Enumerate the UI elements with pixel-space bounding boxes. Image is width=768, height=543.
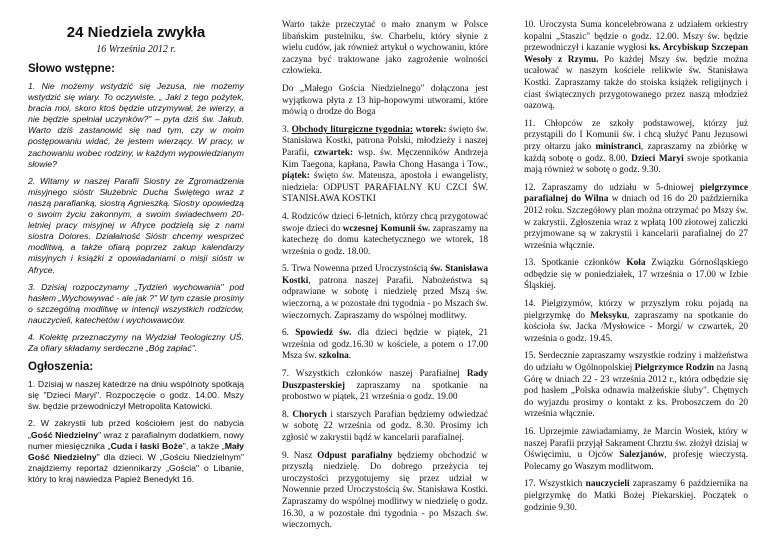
notice-text: ", a także „ [182,440,225,451]
intro-paragraph: 4. Kolektę przeznaczymy na Wydział Teologiczny UŚ. Za ofiary składamy serdeczne „Bóg zapłać". [28,331,244,354]
notice-emphasis: Obchody liturgiczne tygodnia: [291,124,414,135]
notice-text: w dniach od 16 do 20 października 2012 roku. Szczegółowy plan można otrzymać po Mszy św. w zakrystii. Zgłoszenia wraz z wpłatą 100 złotowej zaliczki przyjmowane są w zakrystii i kancelarii parafialnej do 27 września włącznie. [524,194,748,251]
notice-text: 8. [282,409,293,420]
notice-text: Związku Górnośląskiego odbędzie się w poniedziałek, 17 września o 17.00 w Izbie Śląskiej. [524,258,748,292]
notice-text: 9. Nasz [282,450,318,461]
notice-item [282,328,488,363]
notice-text: święto św. Mateusza, apostoła i ewangelisty, niedziela: ODPUST PARAFIALNY KU CZCI ŚW. STANISŁAWA KOSTKI [282,171,488,205]
notice-text: 6. [282,328,296,339]
notice-text: Warto także przeczytać o mało znanym w Polsce libańskim pustelniku, św. Charbelu, który słynie z wielu cudów, jak również artykuł o wychowaniu, które zaczyna być traktowane jako zagrożenie wolności człowieka. [282,20,488,77]
notice-item [524,479,748,514]
notice-emphasis: Chorych [292,409,327,420]
notice-emphasis: piątek: [282,171,310,182]
notice-text: 11. Chłopców ze szkoły podstawowej, którzy już przystąpili do I Komunii św. i chcą służyć Panu Jezusowi przy ołtarzu jako [524,118,748,152]
notice-emphasis: ministranci [595,141,641,152]
notice-text: Do „Małego Gościa Niedzielnego" dołączona jest wyjątkowa płyta z 13 hip-hopowymi utworami, które mówią o drodze do Boga [282,83,488,118]
intro-paragraph: 3. Dzisiaj rozpoczynamy „Tydzień wychowania" pod hasłem „Wychowywać - ale jak ?" W tym czasie prosimy o szczególną modlitwę w intencji wszystkich rodziców, nauczycieli, katechetów i wychowawców. [28,281,244,325]
notice-text: , zapraszamy na zbiórkę w każdą sobotę o godz. 8.00. [524,141,748,164]
notice-emphasis: pielgrzymce parafialnej do Wilna [524,182,748,205]
notice-item [282,212,488,258]
notice-text: 3. [282,124,292,135]
notice-text: , patrona naszej Parafii. Nabożeństwa są odprawiane w sobotę i niedzielę przed Mszą św. wieczorną, a w pozostałe dni tygodnia - po Mszach św. wieczornych. Zapraszamy do wspólnej modlitwy. [282,275,488,321]
notice-text: 13. Spotkanie członków [524,258,627,269]
notice-item [282,20,488,78]
column-2 [282,20,488,538]
notice-text: . [348,351,352,362]
notice-text: swoje spotkania mają również w sobotę o godz. 9.30. [524,153,748,176]
announcements-heading: Ogłoszenia: [28,361,94,374]
notice-item [524,20,748,113]
notice-text: 12. Zapraszamy do udziału w 5-dniowej [524,182,700,193]
intro-section [28,81,244,354]
page-title: 24 Niedziela zwykła [66,24,206,41]
notice-text: święto św. Stanisława Kostki, patrona Polski, młodzieży i naszej Parafii, [282,124,488,158]
intro-paragraph: 2. Witamy w naszej Parafii Siostry ze Zgromadzenia misyjnego sióstr Służebnic Ducha Świętego wraz z naszą parafianką, siostrą Agnieszką. Siostry opowiedzą o swoim życiu zakonnym, a swoim świadectwem 20-letniej pracy misyjnej w Afryce podzielą się z nami siostra Dolores. Działalność Sióstr chcemy wesprzeć modlitwą, a także ofiarą poprzez zakup kalendarzy misyjnych i książki z opowiadaniami o misji sióstr w Afryce. [28,175,244,275]
notice-emphasis: szkolna [318,351,349,362]
notice-emphasis: Gość Niedzielny [30,429,99,440]
notice-text: 5. Trwa Nowenna przed Uroczystością [282,264,431,275]
notice-text: 16. Uprzejmie zawiadamiamy, że Marcin Wosiek, który w naszej Parafii przyjął Sakrament Chrztu św. złożył dzisiaj w Oświęcimiu, u Ojców [524,427,748,461]
notice-text: zapraszamy na spotkanie na probostwo w piątek, 21 września o godz. 19.00 [282,380,488,403]
notice-text: i starszych Parafian będziemy odwiedzać w sobotę 22 września od godz. 8.30. Prosimy ich zgłosić w zakrystii bądź w kancelarii parafialnej. [282,409,489,443]
notice-item [282,84,488,119]
notice-emphasis: wtorek: [413,124,447,135]
notice-text: na Jasną Górę w dniach 22 - 23 września 2012 r., która odbędzie się pod hasłem „Polska odnawia małżeńskie śluby". Chętnych do wyjazdu prosimy o kontakt z ks. Proboszczem do 20 września włącznie. [524,363,748,420]
notice-emphasis: Meksyku [590,310,627,321]
notice-text: 1. Dzisiaj w naszej katedrze na dniu wspólnoty spotkają się "Dzieci Maryi". Rozpoczęcie o godz. 14.00. Mszy św. będzie przewodniczył Metropolita Katowicki. [28,379,244,412]
notice-emphasis: Cuda i łaski Boże [110,440,183,451]
column-3 [524,20,748,520]
notice-item [282,264,488,322]
notice-text: 2. W zakrystii lub przed kościołem jest do nabycia „ [28,418,244,440]
notice-emphasis: wczesnej Komunii św. [342,223,431,234]
notice-text: 17. Wszystkich [524,479,586,490]
notice-item [282,125,488,206]
notice-item [282,451,488,532]
page-date: 16 Września 2012 r. [96,44,176,55]
notice-text: 10. Uroczysta Suma koncelebrowana z udziałem orkiestry kopalni „Staszic" będzie o godz. 12.00. Mszy św. będzie przewodniczył i kazanie wygłosi [524,20,748,54]
notice-emphasis: nauczycieli [585,479,630,490]
notice-text: 7. Wszystkich członków naszej Parafialnej [282,369,467,380]
notice-text: 14. Pielgrzymów, którzy w przyszłym roku pojadą na pielgrzymkę do [524,299,748,321]
notice-item [524,351,748,421]
notice-emphasis: Odpust parafialny [317,450,393,461]
intro-paragraph: 1. Nie możemy wstydzić się Jezusa, nie możemy wstydzić się wiary. To oczywiste. „ Jaki z tego pożytek, bracia moi, skoro ktoś będzie utrzymywał, że wierzy, a nie będzie spełniał uczynków?" – pyta dziś św. Jakub. Warto dziś zastanowić się nad tym, czy w moim postępowaniu widać, że jestem wierzący. W pracy, w zachowaniu wobec rodziny, w każdym wypowiedzianym słowie? [28,81,244,169]
notice-item [282,369,488,404]
notice-text: " dla dzieci. W „Gościu Niedzielnym" znajdziemy reportaż dziennikarzy „Gościa" o Libanie, który to kraj nawiedza Papież Benedykt 16. [28,451,244,484]
notice-emphasis: Rady Duszpasterskiej [282,369,488,391]
notice-emphasis: czwartek: [313,147,354,158]
notice-emphasis: św. Stanisława Kostki [282,264,488,286]
intro-heading: Słowo wstępne: [28,63,115,75]
column-1 [28,20,244,491]
notice-emphasis: Koła [626,258,646,269]
notice-text: 15. Serdecznie zapraszamy wszystkie rodziny i małżeństwa do udziału w Ogólnopolskiej [524,351,748,374]
notice-text: wsp. św. Męczenników Andrzeja Kim Taegona, kapłana, Pawła Chong Hasanga i Tow., [282,147,488,170]
notice-text: zapraszamy 6 października na pielgrzymkę do Matki Bożej Piekarskiej. Początek o godzinie 9.30. [524,479,748,513]
notice-emphasis: Dzieci Maryi [631,153,684,164]
notice-text: " wraz z parafialnym dodatkiem, nowy numer miesięcznika „ [28,429,244,451]
notice-text: , profesję wieczystą. Polecamy go Waszym modlitwom. [524,450,748,472]
notice-emphasis: Mały Gość Niedzielny [28,440,245,462]
notice-text: będziemy obchodzić w przyszłą niedzielę. Do dobrego przeżycia tej uroczystości przygotujemy się przez udział w Nowennie przed Uroczystością św. Stanisława Kostki. Zapraszamy do wspólnej modlitwy w niedzielę o godz. 16.30, a w pozostałe dni tygodnia - po Mszach św. wieczornych. [282,450,488,531]
notice-emphasis: Spowiedź św. [295,328,352,339]
notice-emphasis: Salezjanów [619,450,665,461]
notice-emphasis: Pielgrzymce Rodzin [634,363,715,374]
notice-text: 4. Rodziców dzieci 6-letnich, którzy chcą przygotować swoje dzieci do [282,211,488,234]
notice-item [28,379,244,412]
notice-text: , zapraszamy na spotkanie do kościoła św. Jacka /Mysłowice - Morgi/ w czwartek, 20 września o godz. 19.45. [524,310,748,344]
notice-text: Po każdej Mszy św. będzie można ucałować w naszym kościele relikwie św. Stanisława Kostki. Zapraszamy także do stoiska książek religijnych i ciast świątecznych przygotowanego przez naszą młodzież oazową. [524,54,748,112]
notice-item [28,418,244,485]
notice-item [524,299,748,345]
notice-item [524,119,748,177]
notice-item [524,427,748,473]
notice-item [524,258,748,293]
notice-text: zapraszamy na katechezę do domu katechetycznego we wtorek, 18 września o godz. 18.00. [282,223,488,257]
notice-emphasis: ks. Arcybiskup Szczepan Wesoły z Rzymu. [524,43,748,65]
notice-text: dla dzieci będzie w piątek, 21 września od godz.16.30 w kościele, a potem o 17.00 Msza św. [282,328,488,362]
notice-item [524,183,748,253]
notice-item [282,410,488,445]
